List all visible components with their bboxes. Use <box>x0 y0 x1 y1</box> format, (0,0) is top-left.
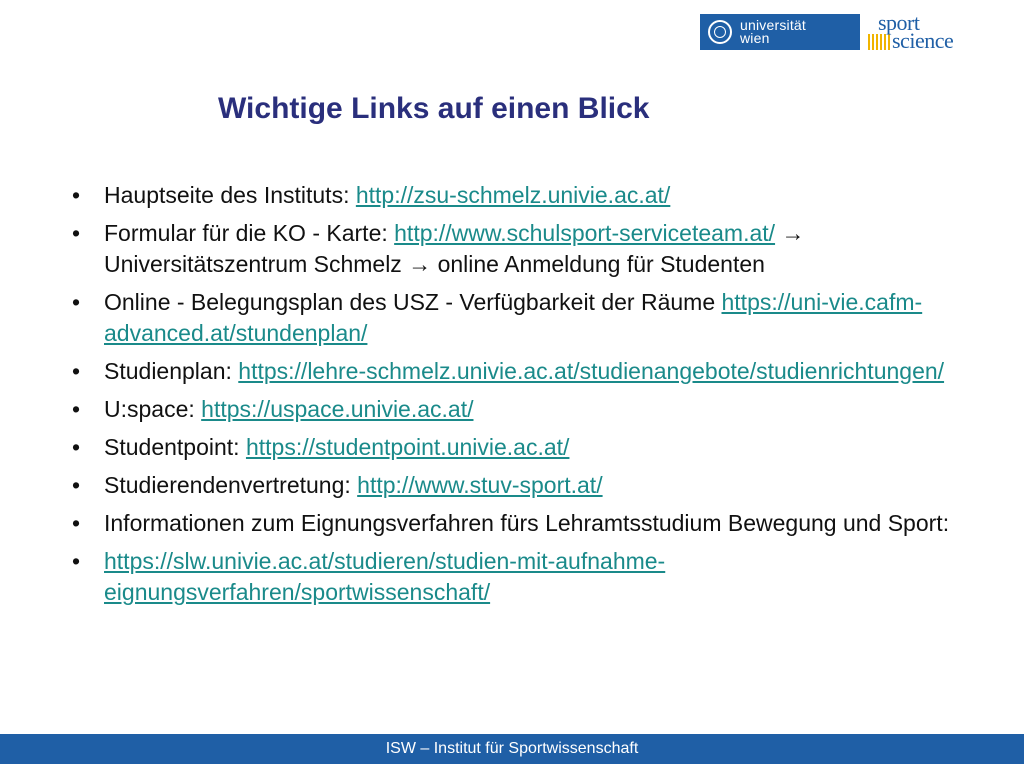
aptitude-procedure-link[interactable]: https://slw.univie.ac.at/studieren/studien-mit-aufnahme-eignungsverfahren/sportwissenschaft/ <box>104 548 666 605</box>
link-list <box>72 180 962 615</box>
stripes-icon <box>868 34 890 50</box>
list-item <box>72 394 962 425</box>
institute-homepage-link[interactable]: http://zsu-schmelz.univie.ac.at/ <box>355 182 671 208</box>
list-item <box>72 508 962 539</box>
item-text: Informationen zum Eignungsverfahren fürs Lehramtsstudium Bewegung und Sport: <box>104 510 950 536</box>
item-text: U:space: <box>104 396 202 422</box>
university-seal-icon <box>708 20 732 44</box>
list-item <box>72 546 962 608</box>
item-text-after: → Universitätszentrum Schmelz → online Anmeldung für Studenten <box>104 220 805 277</box>
footer-bar <box>0 734 1024 764</box>
footer-text: ISW – Institut für Sportwissenschaft <box>385 740 639 757</box>
list-item <box>72 432 962 463</box>
university-logo-text <box>740 19 806 45</box>
item-text: Studienplan: <box>104 358 239 384</box>
room-schedule-link[interactable]: https://uni-vie.cafm-advanced.at/stundenplan/ <box>104 289 923 346</box>
page-title: Wichtige Links auf einen Blick <box>218 92 650 125</box>
list-item <box>72 180 962 211</box>
item-text: Online - Belegungsplan des USZ - Verfügbarkeit der Räume <box>104 289 722 315</box>
uni-logo-line2: wien <box>740 30 770 46</box>
list-item <box>72 356 962 387</box>
sport-logo-word: sport <box>878 10 920 35</box>
uni-logo-line1: universität <box>740 17 807 33</box>
universitaet-wien-logo <box>700 14 860 50</box>
item-text: Studentpoint: <box>104 434 246 460</box>
science-logo-word: science <box>892 28 954 53</box>
curriculum-link[interactable]: https://lehre-schmelz.univie.ac.at/studienangebote/studienrichtungen/ <box>238 358 945 384</box>
list-item <box>72 218 962 280</box>
list-item <box>72 470 962 501</box>
studentpoint-link[interactable]: https://studentpoint.univie.ac.at/ <box>245 434 570 460</box>
item-text: Hauptseite des Instituts: <box>104 182 356 208</box>
item-text: Formular für die KO - Karte: <box>104 220 395 246</box>
student-representation-link[interactable]: http://www.stuv-sport.at/ <box>357 472 603 498</box>
ko-card-form-link[interactable]: http://www.schulsport-serviceteam.at/ <box>394 220 776 246</box>
list-item <box>72 287 962 349</box>
sport-science-logo <box>868 12 986 56</box>
item-text: Studierendenvertretung: <box>104 472 358 498</box>
uspace-link[interactable]: https://uspace.univie.ac.at/ <box>201 396 474 422</box>
